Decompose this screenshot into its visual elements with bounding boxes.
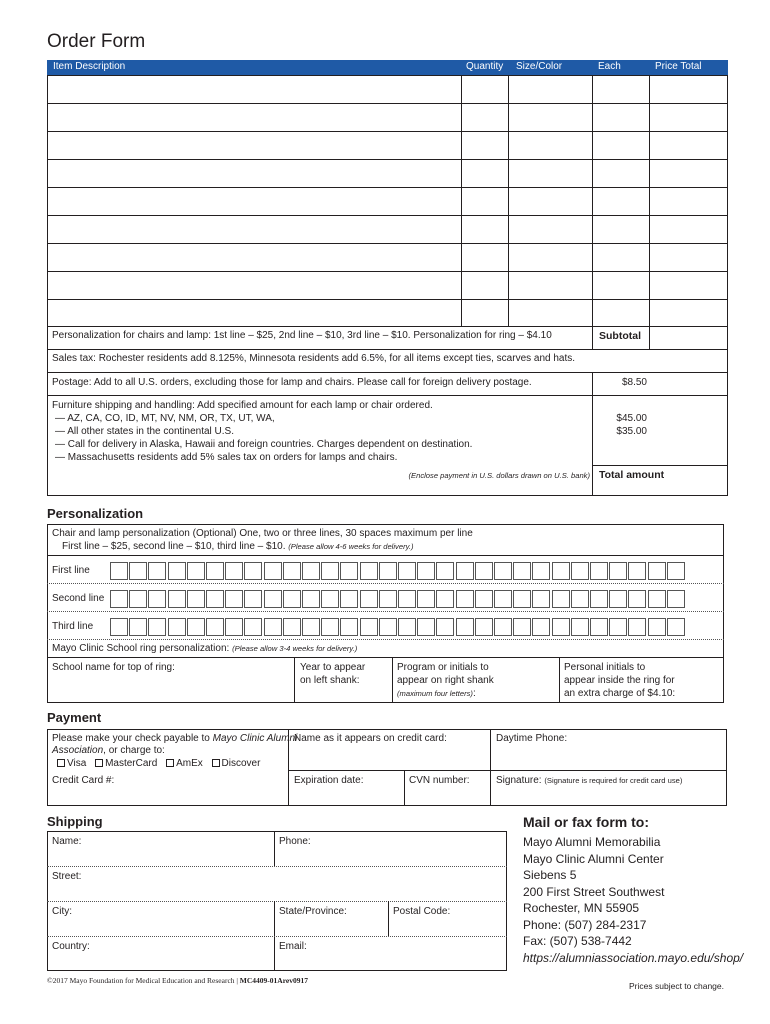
character-box[interactable] <box>648 562 666 580</box>
character-box[interactable] <box>494 562 512 580</box>
mail-line: Rochester, MN 55905 <box>523 901 640 915</box>
order-table-header <box>47 60 728 75</box>
shipping-country-field[interactable]: Country: <box>52 941 90 952</box>
divider <box>388 901 389 936</box>
divider <box>592 326 593 349</box>
second-line-label: Second line <box>52 593 105 604</box>
shipping-postal-field[interactable]: Postal Code: <box>393 906 451 917</box>
character-box[interactable] <box>225 562 243 580</box>
divider <box>47 326 728 327</box>
character-box[interactable] <box>398 590 416 608</box>
check-instruction: Please make your check payable to <box>52 733 213 744</box>
divider <box>508 75 509 326</box>
character-box[interactable] <box>513 618 531 636</box>
mail-address-block <box>523 834 743 966</box>
header-each: Each <box>598 61 621 72</box>
character-box[interactable] <box>648 590 666 608</box>
form-code: MC4409-01Arev0917 <box>239 976 308 985</box>
character-box[interactable] <box>148 562 166 580</box>
page-title: Order Form <box>47 31 146 52</box>
character-box[interactable] <box>417 562 435 580</box>
character-box[interactable] <box>187 618 205 636</box>
name-on-card-field[interactable]: Name as it appears on credit card: <box>294 733 447 744</box>
character-box[interactable] <box>206 590 224 608</box>
item-row[interactable] <box>47 243 728 244</box>
character-box[interactable] <box>456 590 474 608</box>
shipping-email-field[interactable]: Email: <box>279 941 307 952</box>
check-payee: Mayo Clinic Alumni <box>212 733 298 744</box>
character-box[interactable] <box>168 590 186 608</box>
character-box[interactable] <box>206 562 224 580</box>
character-box[interactable] <box>264 590 282 608</box>
character-box[interactable] <box>667 590 685 608</box>
header-price-total: Price Total <box>655 61 702 72</box>
divider <box>47 639 724 640</box>
personal-initials-label: an extra charge of $4.10: <box>564 688 676 699</box>
signature-note: (Signature is required for credit card use) <box>544 776 683 785</box>
divider <box>47 349 728 350</box>
item-row[interactable] <box>47 187 728 188</box>
shipping-state-field[interactable]: State/Province: <box>279 906 347 917</box>
header-quantity: Quantity <box>466 61 504 72</box>
character-box[interactable] <box>129 562 147 580</box>
character-box[interactable] <box>628 562 646 580</box>
character-box[interactable] <box>532 590 550 608</box>
character-box[interactable] <box>168 618 186 636</box>
character-box[interactable] <box>225 590 243 608</box>
visa-checkbox[interactable] <box>57 758 86 769</box>
character-box[interactable] <box>302 618 320 636</box>
divider <box>592 75 593 326</box>
divider <box>47 395 728 396</box>
personalization-delivery-note: (Please allow 4-6 weeks for delivery.) <box>288 542 414 551</box>
character-box[interactable] <box>609 618 627 636</box>
furniture-shipping-line: — Call for delivery in Alaska, Hawaii and foreign countries. Charges dependent on destination. <box>55 439 473 450</box>
divider <box>274 831 275 866</box>
character-box[interactable] <box>379 590 397 608</box>
character-box[interactable] <box>609 562 627 580</box>
item-row[interactable] <box>47 131 728 132</box>
furniture-price-1: $45.00 <box>616 413 647 424</box>
year-label[interactable]: Year to appear <box>300 662 366 673</box>
mail-heading: Mail or fax form to: <box>523 814 650 830</box>
character-box[interactable] <box>129 590 147 608</box>
postage-price: $8.50 <box>621 377 647 388</box>
mail-fax: Fax: (507) 538-7442 <box>523 934 632 948</box>
furniture-shipping-line: — All other states in the continental U.S. <box>55 426 234 437</box>
character-box[interactable] <box>379 618 397 636</box>
divider <box>294 657 295 703</box>
character-box[interactable] <box>187 590 205 608</box>
character-box[interactable] <box>552 590 570 608</box>
divider <box>461 75 462 326</box>
character-box[interactable] <box>667 618 685 636</box>
character-box[interactable] <box>436 590 454 608</box>
character-box[interactable] <box>302 590 320 608</box>
mail-line: Mayo Clinic Alumni Center <box>523 851 664 866</box>
character-box[interactable] <box>283 562 301 580</box>
character-box[interactable] <box>571 590 589 608</box>
character-box[interactable] <box>667 562 685 580</box>
furniture-price-2: $35.00 <box>616 426 647 437</box>
character-box[interactable] <box>398 562 416 580</box>
program-max-note: (maximum four letters) <box>397 689 473 698</box>
character-box[interactable] <box>513 562 531 580</box>
item-row[interactable] <box>47 271 728 272</box>
character-box[interactable] <box>148 590 166 608</box>
checkbox-icon <box>95 759 103 767</box>
divider <box>47 372 728 373</box>
character-box[interactable] <box>129 618 147 636</box>
character-box[interactable] <box>609 590 627 608</box>
mail-line: 200 First Street Southwest <box>523 884 665 899</box>
character-box[interactable] <box>398 618 416 636</box>
shipping-city-field[interactable]: City: <box>52 906 72 917</box>
character-box[interactable] <box>456 618 474 636</box>
character-box[interactable] <box>571 562 589 580</box>
personalization-heading: Personalization <box>47 506 144 521</box>
shop-url-link[interactable]: https://alumniassociation.mayo.edu/shop/ <box>523 950 744 965</box>
character-box[interactable] <box>360 590 378 608</box>
character-box[interactable] <box>494 618 512 636</box>
mail-line: Siebens 5 <box>523 868 577 882</box>
shipping-phone-field[interactable]: Phone: <box>279 836 311 847</box>
charge-instruction: , or charge to: <box>103 745 165 756</box>
character-box[interactable] <box>590 590 608 608</box>
personalization-pricing-note: Personalization for chairs and lamp: 1st line – $25, 2nd line – $10, 3rd line – $10. Personalization for ring – $4.10 <box>52 330 552 341</box>
character-box[interactable] <box>244 618 262 636</box>
sales-tax-note: Sales tax: Rochester residents add 8.125%, Minnesota residents add 6.5%, for all items except ties, scarves and hats. <box>52 353 576 364</box>
character-box[interactable] <box>379 562 397 580</box>
character-box[interactable] <box>187 562 205 580</box>
divider <box>592 395 593 496</box>
character-box[interactable] <box>590 562 608 580</box>
divider <box>47 611 724 612</box>
divider <box>392 657 393 703</box>
card-type-options <box>57 758 260 771</box>
furniture-shipping-line: — AZ, CA, CO, ID, MT, NV, NM, OR, TX, UT, WA, <box>55 413 275 424</box>
checkbox-icon <box>166 759 174 767</box>
character-box[interactable] <box>340 562 358 580</box>
character-box[interactable] <box>360 618 378 636</box>
divider <box>490 729 491 806</box>
character-box[interactable] <box>340 618 358 636</box>
character-box[interactable] <box>552 562 570 580</box>
ring-personalization-label: Mayo Clinic School ring personalization: <box>52 643 230 654</box>
payment-heading: Payment <box>47 710 102 725</box>
character-box[interactable] <box>283 618 301 636</box>
cvn-field[interactable]: CVN number: <box>409 775 470 786</box>
divider <box>592 465 728 466</box>
shipping-street-field[interactable]: Street: <box>52 871 82 882</box>
character-box[interactable] <box>264 618 282 636</box>
amex-checkbox[interactable] <box>166 758 203 769</box>
character-box[interactable] <box>436 562 454 580</box>
divider <box>649 326 650 349</box>
total-amount-label: Total amount <box>599 469 665 481</box>
discover-label: Discover <box>221 758 261 769</box>
character-box[interactable] <box>571 618 589 636</box>
character-box[interactable] <box>494 590 512 608</box>
divider <box>288 729 289 806</box>
character-box[interactable] <box>225 618 243 636</box>
character-box[interactable] <box>302 562 320 580</box>
third-line-grid[interactable] <box>110 618 686 638</box>
character-box[interactable] <box>244 590 262 608</box>
school-name-field[interactable]: School name for top of ring: <box>52 662 175 673</box>
daytime-phone-field[interactable]: Daytime Phone: <box>496 733 568 744</box>
shipping-heading: Shipping <box>47 814 103 829</box>
personal-initials-label[interactable]: Personal initials to <box>564 662 646 673</box>
first-line-grid[interactable] <box>110 562 686 582</box>
furniture-shipping-line: — Massachusetts residents add 5% sales tax on orders for lamps and chairs. <box>55 452 398 463</box>
character-box[interactable] <box>628 618 646 636</box>
character-box[interactable] <box>436 618 454 636</box>
personal-initials-label: appear inside the ring for <box>564 675 675 686</box>
mail-phone: Phone: (507) 284-2317 <box>523 917 647 932</box>
header-size-color: Size/Color <box>516 61 563 72</box>
character-box[interactable] <box>648 618 666 636</box>
second-line-grid[interactable] <box>110 590 686 610</box>
expiration-date-field[interactable]: Expiration date: <box>294 775 364 786</box>
divider <box>559 657 560 703</box>
third-line-label: Third line <box>52 621 94 632</box>
header-item-description: Item Description <box>53 61 126 72</box>
copyright: ©2017 Mayo Foundation for Medical Education and Research <box>47 976 235 985</box>
checkbox-icon <box>57 759 65 767</box>
character-box[interactable] <box>513 590 531 608</box>
item-row[interactable] <box>47 299 728 300</box>
character-box[interactable] <box>475 562 493 580</box>
item-row[interactable] <box>47 103 728 104</box>
divider <box>47 936 507 937</box>
character-box[interactable] <box>417 618 435 636</box>
credit-card-field[interactable]: Credit Card #: <box>52 775 115 786</box>
divider <box>47 866 507 867</box>
check-payee-cont: Association <box>52 745 104 756</box>
checkbox-icon <box>212 759 220 767</box>
character-box[interactable] <box>340 590 358 608</box>
divider <box>649 75 650 326</box>
personalization-prices: First line – $25, second line – $10, third line – $10. <box>62 541 286 552</box>
divider <box>404 770 405 806</box>
character-box[interactable] <box>321 618 339 636</box>
character-box[interactable] <box>110 618 128 636</box>
character-box[interactable] <box>590 618 608 636</box>
character-box[interactable] <box>148 618 166 636</box>
program-colon: : <box>472 688 476 699</box>
divider <box>47 583 724 584</box>
character-box[interactable] <box>475 590 493 608</box>
character-box[interactable] <box>264 562 282 580</box>
year-label: on left shank: <box>300 675 360 686</box>
character-box[interactable] <box>244 562 262 580</box>
character-box[interactable] <box>110 590 128 608</box>
divider <box>47 555 724 556</box>
discover-checkbox[interactable] <box>212 758 261 769</box>
shipping-name-field[interactable]: Name: <box>52 836 82 847</box>
character-box[interactable] <box>283 590 301 608</box>
character-box[interactable] <box>168 562 186 580</box>
amex-label: AmEx <box>176 758 203 769</box>
mail-line: Mayo Alumni Memorabilia <box>523 835 661 849</box>
visa-label: Visa <box>67 758 87 769</box>
postage-note: Postage: Add to all U.S. orders, excluding those for lamp and chairs. Please call for foreign delivery postage. <box>52 377 532 388</box>
character-box[interactable] <box>456 562 474 580</box>
mastercard-checkbox[interactable] <box>95 758 157 769</box>
divider <box>47 657 724 658</box>
character-box[interactable] <box>628 590 646 608</box>
mastercard-label: MasterCard <box>105 758 158 769</box>
character-box[interactable] <box>475 618 493 636</box>
enclose-payment-note: (Enclose payment in U.S. dollars drawn on U.S. bank) <box>408 471 590 480</box>
character-box[interactable] <box>532 618 550 636</box>
prices-subject-to-change: Prices subject to change. <box>629 981 724 991</box>
signature-field[interactable]: Signature: <box>496 775 542 786</box>
divider <box>288 770 727 771</box>
item-row[interactable] <box>47 215 728 216</box>
character-box[interactable] <box>321 590 339 608</box>
character-box[interactable] <box>206 618 224 636</box>
divider <box>47 901 507 902</box>
footer-separator: | <box>236 976 238 985</box>
furniture-shipping-title: Furniture shipping and handling: Add specified amount for each lamp or chair ordered. <box>52 400 433 411</box>
character-box[interactable] <box>552 618 570 636</box>
ring-delivery-note: (Please allow 3-4 weeks for delivery.) <box>232 644 358 653</box>
program-initials-label[interactable]: Program or initials to <box>397 662 489 673</box>
personalization-intro: Chair and lamp personalization (Optional) One, two or three lines, 30 spaces maximum per line <box>52 528 473 539</box>
character-box[interactable] <box>360 562 378 580</box>
character-box[interactable] <box>110 562 128 580</box>
program-initials-label: appear on right shank <box>397 675 494 686</box>
subtotal-label: Subtotal <box>599 330 641 342</box>
item-row[interactable] <box>47 159 728 160</box>
character-box[interactable] <box>417 590 435 608</box>
character-box[interactable] <box>532 562 550 580</box>
first-line-label: First line <box>52 565 90 576</box>
character-box[interactable] <box>321 562 339 580</box>
